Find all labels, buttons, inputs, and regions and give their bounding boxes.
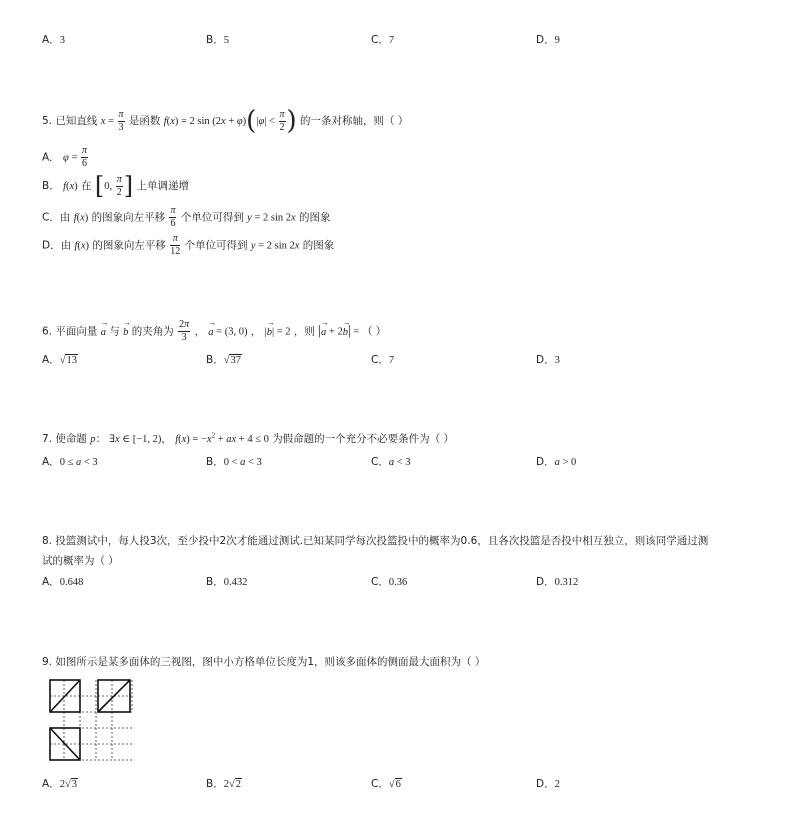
q7-option-b: B．0 < a < 3 xyxy=(206,456,262,468)
q8-stem-line1: 8. 投篮测试中，每人投3次，至少投中2次才能通过测试.已知某同学每次投篮投中的概率为0.6，且各次投篮是否投中相互独立，则该同学通过测 xyxy=(42,535,709,547)
q5-option-c: C．由 f(x) 的图象向左平移 $\frac{\pi}{6}$ 个单位可得到 y = 2 sin 2x 的图象 xyxy=(42,205,331,229)
q8-option-d: D．0.312 xyxy=(536,576,579,588)
three-view-figure xyxy=(48,678,138,763)
q6-option-b: B．√37 xyxy=(206,354,241,366)
grid-lines xyxy=(50,680,132,760)
q7-option-d: D．a > 0 xyxy=(536,456,577,468)
q5-option-a: A． φ = $\frac{\pi}{6}$ xyxy=(42,145,88,169)
q6-option-c: C．7 xyxy=(371,354,395,366)
q8-stem-line2: 试的概率为（ ） xyxy=(42,555,119,567)
q5-option-d: D．由 f(x) 的图象向左平移 $\frac{\pi}{12}$ 个单位可得到 y = 2 sin 2x 的图象 xyxy=(42,233,335,257)
q7-option-a: A．0 ≤ a < 3 xyxy=(42,456,98,468)
q7-option-c: C．a < 3 xyxy=(371,456,411,468)
q6-option-d: D．3 xyxy=(536,354,560,366)
q9-option-b: B．2√2 xyxy=(206,778,241,790)
q4-option-a: A．3 xyxy=(42,34,65,46)
q9-option-d: D．2 xyxy=(536,778,560,790)
q6-option-a: A．√13 xyxy=(42,354,77,366)
q8-option-b: B．0.432 xyxy=(206,576,248,588)
q4-option-c: C．7 xyxy=(371,34,395,46)
q8-option-a: A．0.648 xyxy=(42,576,84,588)
q8-option-c: C．0.36 xyxy=(371,576,408,588)
q4-option-d: D．9 xyxy=(536,34,560,46)
q9-option-a: A．2√3 xyxy=(42,778,77,790)
q9-option-c: C．√6 xyxy=(371,778,401,790)
q4-option-b: B．5 xyxy=(206,34,229,46)
q7-stem: 7. 使命题 p： ∃x ∈ [−1, 2)， $f(x) = -x^2$ + ax + 4 ≤ 0 为假命题的一个充分不必要条件为（ ） xyxy=(42,431,455,445)
q6-stem: 6. 平面向量 → a 与 → b 的夹角为 $\frac{2\pi}{3}$ ， → a = (3, 0) ， |→ b| = 2 ，则 |→ a + 2→ b| = （ ） xyxy=(42,320,386,343)
q5-stem: 5. 已知直线 x = $\frac{\pi}{3}$ 是函数 f(x) = 2 sin (2x + φ)(|φ| < $\frac{\pi}{2}$ ) 的一条对称轴，则（ ） xyxy=(42,106,409,136)
q5-option-b: B． f(x) 在 [0, $\frac{\pi}{2}$ ] 上单调递增 xyxy=(42,172,189,200)
q9-stem: 9. 如图所示是某多面体的三视图，图中小方格单位长度为1，则该多面体的侧面最大面积为（ ） xyxy=(42,656,486,668)
